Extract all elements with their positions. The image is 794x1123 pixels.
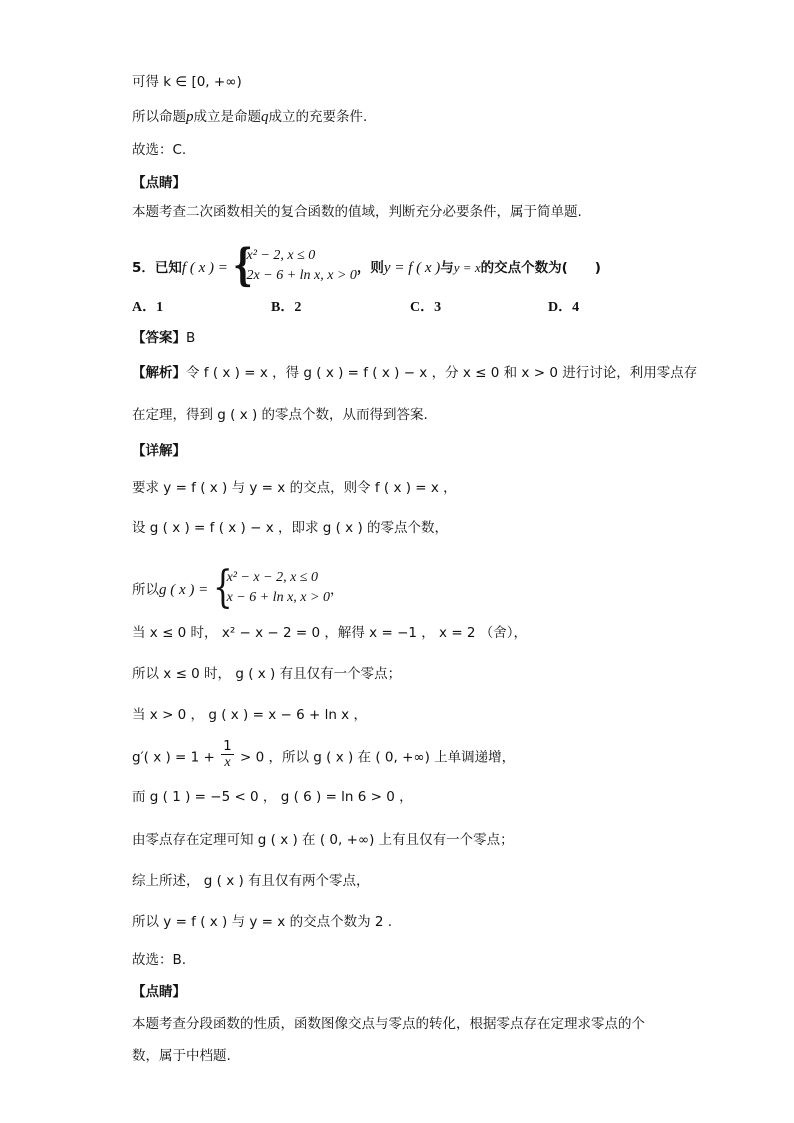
detail-line-9: 由零点存在定理可知 g ( x ) 在 ( 0, +∞) 上有且仅有一个零点； xyxy=(132,832,514,848)
case-2: 2x − 6 + ln x, x > 0 xyxy=(246,268,357,283)
case-1: x² − x − 2, x ≤ 0 xyxy=(226,570,318,585)
brace-glyph: { xyxy=(212,562,233,613)
detail-line-2: 设 g ( x ) = f ( x ) − x ，即求 g ( x ) 的零点个数， xyxy=(132,520,449,536)
text-fragment: 所以命题 xyxy=(132,109,186,125)
fraction-1-over-x xyxy=(221,738,234,771)
text-line-k-range: 可得 k ∈ [0, +∞) xyxy=(132,74,242,90)
text-fragment: 的交点个数为( ) xyxy=(480,260,601,276)
math-y-fx: y = f ( x ) xyxy=(383,260,441,276)
analysis-line-1 xyxy=(132,363,697,383)
detail-line-4: 当 x ≤ 0 时， x² − x − 2 = 0 ，解得 x = −1 ， x = 2 （舍）， xyxy=(132,625,528,641)
tip-line-1: 本题考查分段函数的性质，函数图像交点与零点的转化，根据零点存在定理求零点的个 xyxy=(132,1016,645,1032)
detail-line-1: 要求 y = f ( x ) 与 y = x 的交点，则令 f ( x ) = x ， xyxy=(132,480,457,496)
piecewise-g xyxy=(212,562,330,613)
section-label-tip: 【点睛】 xyxy=(132,175,186,191)
analysis-text: 令 f ( x ) = x ，得 g ( x ) = f ( x ) − x ，分 x ≤ 0 和 x > 0 进行讨论，利用零点存 xyxy=(186,365,698,381)
answer-value: B xyxy=(186,330,196,346)
math-fx: f ( x ) = xyxy=(181,260,228,276)
text-fragment: ， xyxy=(329,582,344,598)
section-label-tip-2: 【点睛】 xyxy=(132,984,186,1000)
section-label-answer: 【答案】 xyxy=(132,330,186,346)
math-derivative: g′( x ) = 1 + xyxy=(132,749,215,766)
piecewise-f xyxy=(232,240,357,291)
text-line-choice-c: 故选：C. xyxy=(132,142,187,158)
analysis-line-2: 在定理，得到 g ( x ) 的零点个数，从而得到答案. xyxy=(132,407,428,423)
text-fragment: ，则 xyxy=(356,260,384,276)
option-d: D．4 xyxy=(548,300,580,315)
fraction-denominator: x xyxy=(224,755,231,770)
symbol-q: q xyxy=(261,109,269,125)
brace-glyph: { xyxy=(232,240,253,291)
detail-line-5: 所以 x ≤ 0 时， g ( x ) 有且仅有一个零点； xyxy=(132,666,402,682)
text-fragment: 成立的充要条件. xyxy=(268,109,368,125)
detail-line-8: 而 g ( 1 ) = −5 < 0 ， g ( 6 ) = ln 6 > 0 ， xyxy=(132,789,413,805)
option-c: C．3 xyxy=(410,300,442,315)
option-b: B．2 xyxy=(271,300,302,315)
text-fragment: > 0 ，所以 g ( x ) 在 ( 0, +∞) 上单调递增， xyxy=(240,749,516,766)
detail-line-11: 所以 y = f ( x ) 与 y = x 的交点个数为 2 . xyxy=(132,914,393,930)
section-label-detail: 【详解】 xyxy=(132,443,186,459)
question-number: 5．已知 xyxy=(132,260,182,276)
tip-line-2: 数，属于中档题. xyxy=(132,1048,231,1064)
text-fragment: 成立是命题 xyxy=(193,109,261,125)
text-fragment: 所以 xyxy=(132,582,159,598)
detail-line-12: 故选：B. xyxy=(132,952,187,968)
option-a: A．1 xyxy=(132,300,164,315)
text-line-conclusion xyxy=(132,107,367,127)
case-1: x² − 2, x ≤ 0 xyxy=(246,248,316,263)
math-y-x: y = x xyxy=(453,260,481,275)
math-gx: g ( x ) = xyxy=(159,582,209,598)
detail-line-10: 综上所述， g ( x ) 有且仅有两个零点， xyxy=(132,873,370,889)
detail-line-7 xyxy=(132,738,516,771)
case-2: x − 6 + ln x, x > 0 xyxy=(226,590,330,605)
detail-line-3 xyxy=(132,562,344,613)
symbol-p: p xyxy=(186,109,194,125)
detail-line-6: 当 x > 0 ， g ( x ) = x − 6 + ln x ， xyxy=(132,707,367,723)
question-5 xyxy=(132,240,601,291)
text-fragment: 与 xyxy=(440,260,454,276)
text-line-tip: 本题考查二次函数相关的复合函数的值域，判断充分必要条件，属于简单题. xyxy=(132,204,582,220)
section-label-analysis: 【解析】 xyxy=(132,365,186,381)
fraction-numerator: 1 xyxy=(223,738,232,754)
answer-line xyxy=(132,328,195,348)
